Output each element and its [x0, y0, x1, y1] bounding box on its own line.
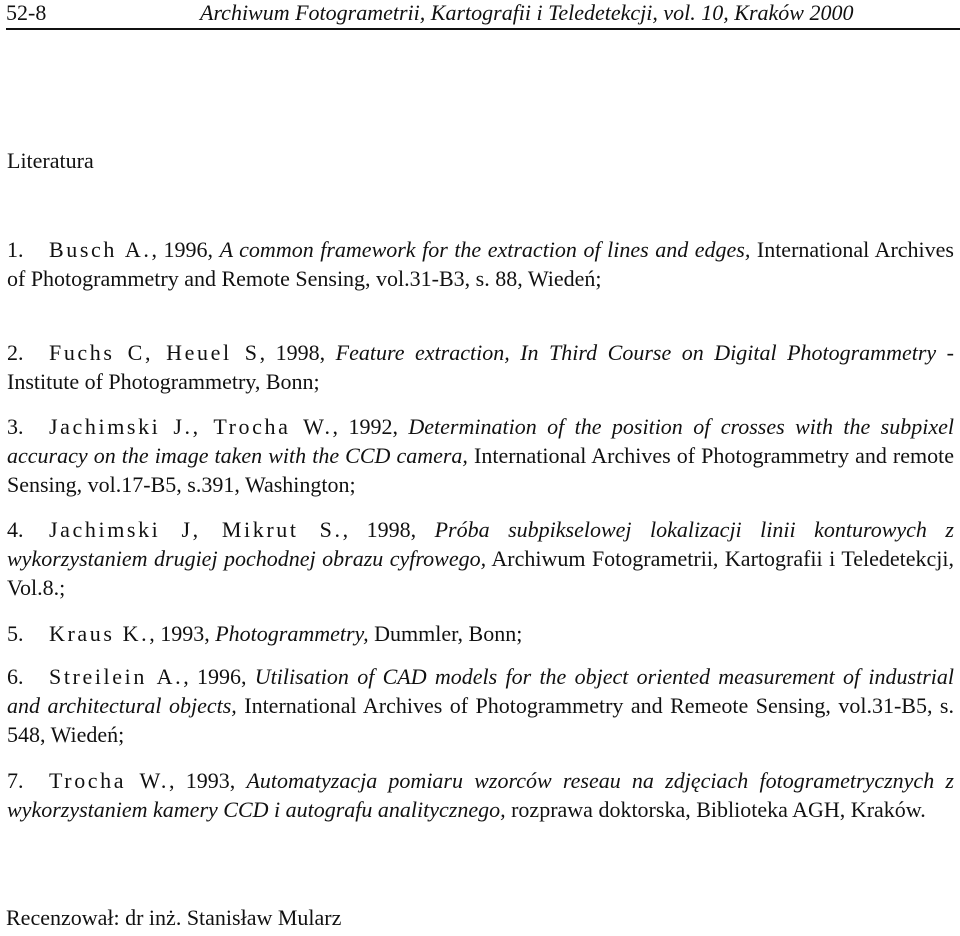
- reference-authors: Streilein A.: [49, 664, 184, 689]
- reference-number: 4.: [7, 517, 24, 542]
- reference-source: International Archives of Photogrammetry and Remeote Sensing, vol.31-B5, s. 548, Wiedeń;: [7, 693, 954, 747]
- reference-title: Automatyzacja pomiaru wzorców reseau na zdjęciach fotogrametrycznych z wykorzystaniem kamery CCD i autografu analitycznego,: [7, 768, 954, 822]
- reference-year: , 1993,: [169, 768, 247, 793]
- reference-source: Dummler, Bonn;: [368, 621, 523, 646]
- reviewer-note: Recenzował: dr inż. Stanisław Mularz: [6, 905, 342, 930]
- reference-number: 7.: [7, 768, 24, 793]
- reference-6: [7, 662, 954, 749]
- reference-title: Photogrammetry,: [215, 621, 369, 646]
- reference-year: , 1998,: [342, 517, 435, 542]
- reference-source: International Archives of Photogrammetry and Remote Sensing, vol.31-B3, s. 88, Wiedeń;: [7, 237, 954, 291]
- reference-year: , 1996,: [183, 664, 255, 689]
- reference-3: [7, 412, 954, 499]
- reference-title: Próba subpikselowej lokalizacji linii konturowych z wykorzystaniem drugiej pochodnej obrazu cyfrowego,: [7, 517, 954, 571]
- journal-title: Archiwum Fotogrametrii, Kartografii i Teledetekcji, vol. 10, Kraków 2000: [200, 0, 854, 25]
- reference-number: 5.: [7, 621, 24, 646]
- reference-7: [7, 766, 954, 824]
- page-number: 52-8: [6, 0, 47, 25]
- reference-2: [7, 338, 954, 396]
- reference-authors: Kraus K.: [49, 621, 150, 646]
- reference-year: , 1998,: [259, 340, 336, 365]
- reference-authors: Fuchs C, Heuel S: [49, 340, 260, 365]
- reference-1: [7, 235, 954, 293]
- section-title: Literatura: [7, 148, 94, 173]
- reference-year: , 1993,: [149, 621, 216, 646]
- reference-source: Archiwum Fotogrametrii, Kartografii i Teledetekcji, Vol.8.;: [7, 546, 955, 600]
- reference-authors: Jachimski J., Trocha W.: [49, 414, 333, 439]
- reference-year: , 1992,: [332, 414, 409, 439]
- reference-source: - Institute of Photogrammetry, Bonn;: [7, 340, 955, 394]
- reference-title: Utilisation of CAD models for the object oriented measurement of industrial and architectural objects,: [7, 664, 954, 718]
- reference-title: Determination of the position of crosses with the subpixel accuracy on the image taken with the CCD camera,: [7, 414, 954, 468]
- page-header: [6, 0, 960, 30]
- reference-number: 1.: [7, 237, 24, 262]
- reference-source: International Archives of Photogrammetry and remote Sensing, vol.17-B5, s.391, Washington;: [7, 443, 954, 497]
- reference-authors: Trocha W.: [49, 768, 169, 793]
- reference-5: [7, 619, 954, 648]
- reference-4: [7, 515, 954, 602]
- reference-authors: Busch A.: [49, 237, 152, 262]
- reference-title: A common framework for the extraction of lines and edges,: [219, 237, 751, 262]
- reference-authors: Jachimski J, Mikrut S.: [49, 517, 343, 542]
- reference-number: 3.: [7, 414, 24, 439]
- reference-year: , 1996,: [151, 237, 220, 262]
- reference-number: 2.: [7, 340, 24, 365]
- reference-title: Feature extraction, In Third Course on Digital Photogrammetry: [335, 340, 937, 365]
- reference-number: 6.: [7, 664, 24, 689]
- reference-source: rozprawa doktorska, Biblioteka AGH, Kraków.: [505, 797, 926, 822]
